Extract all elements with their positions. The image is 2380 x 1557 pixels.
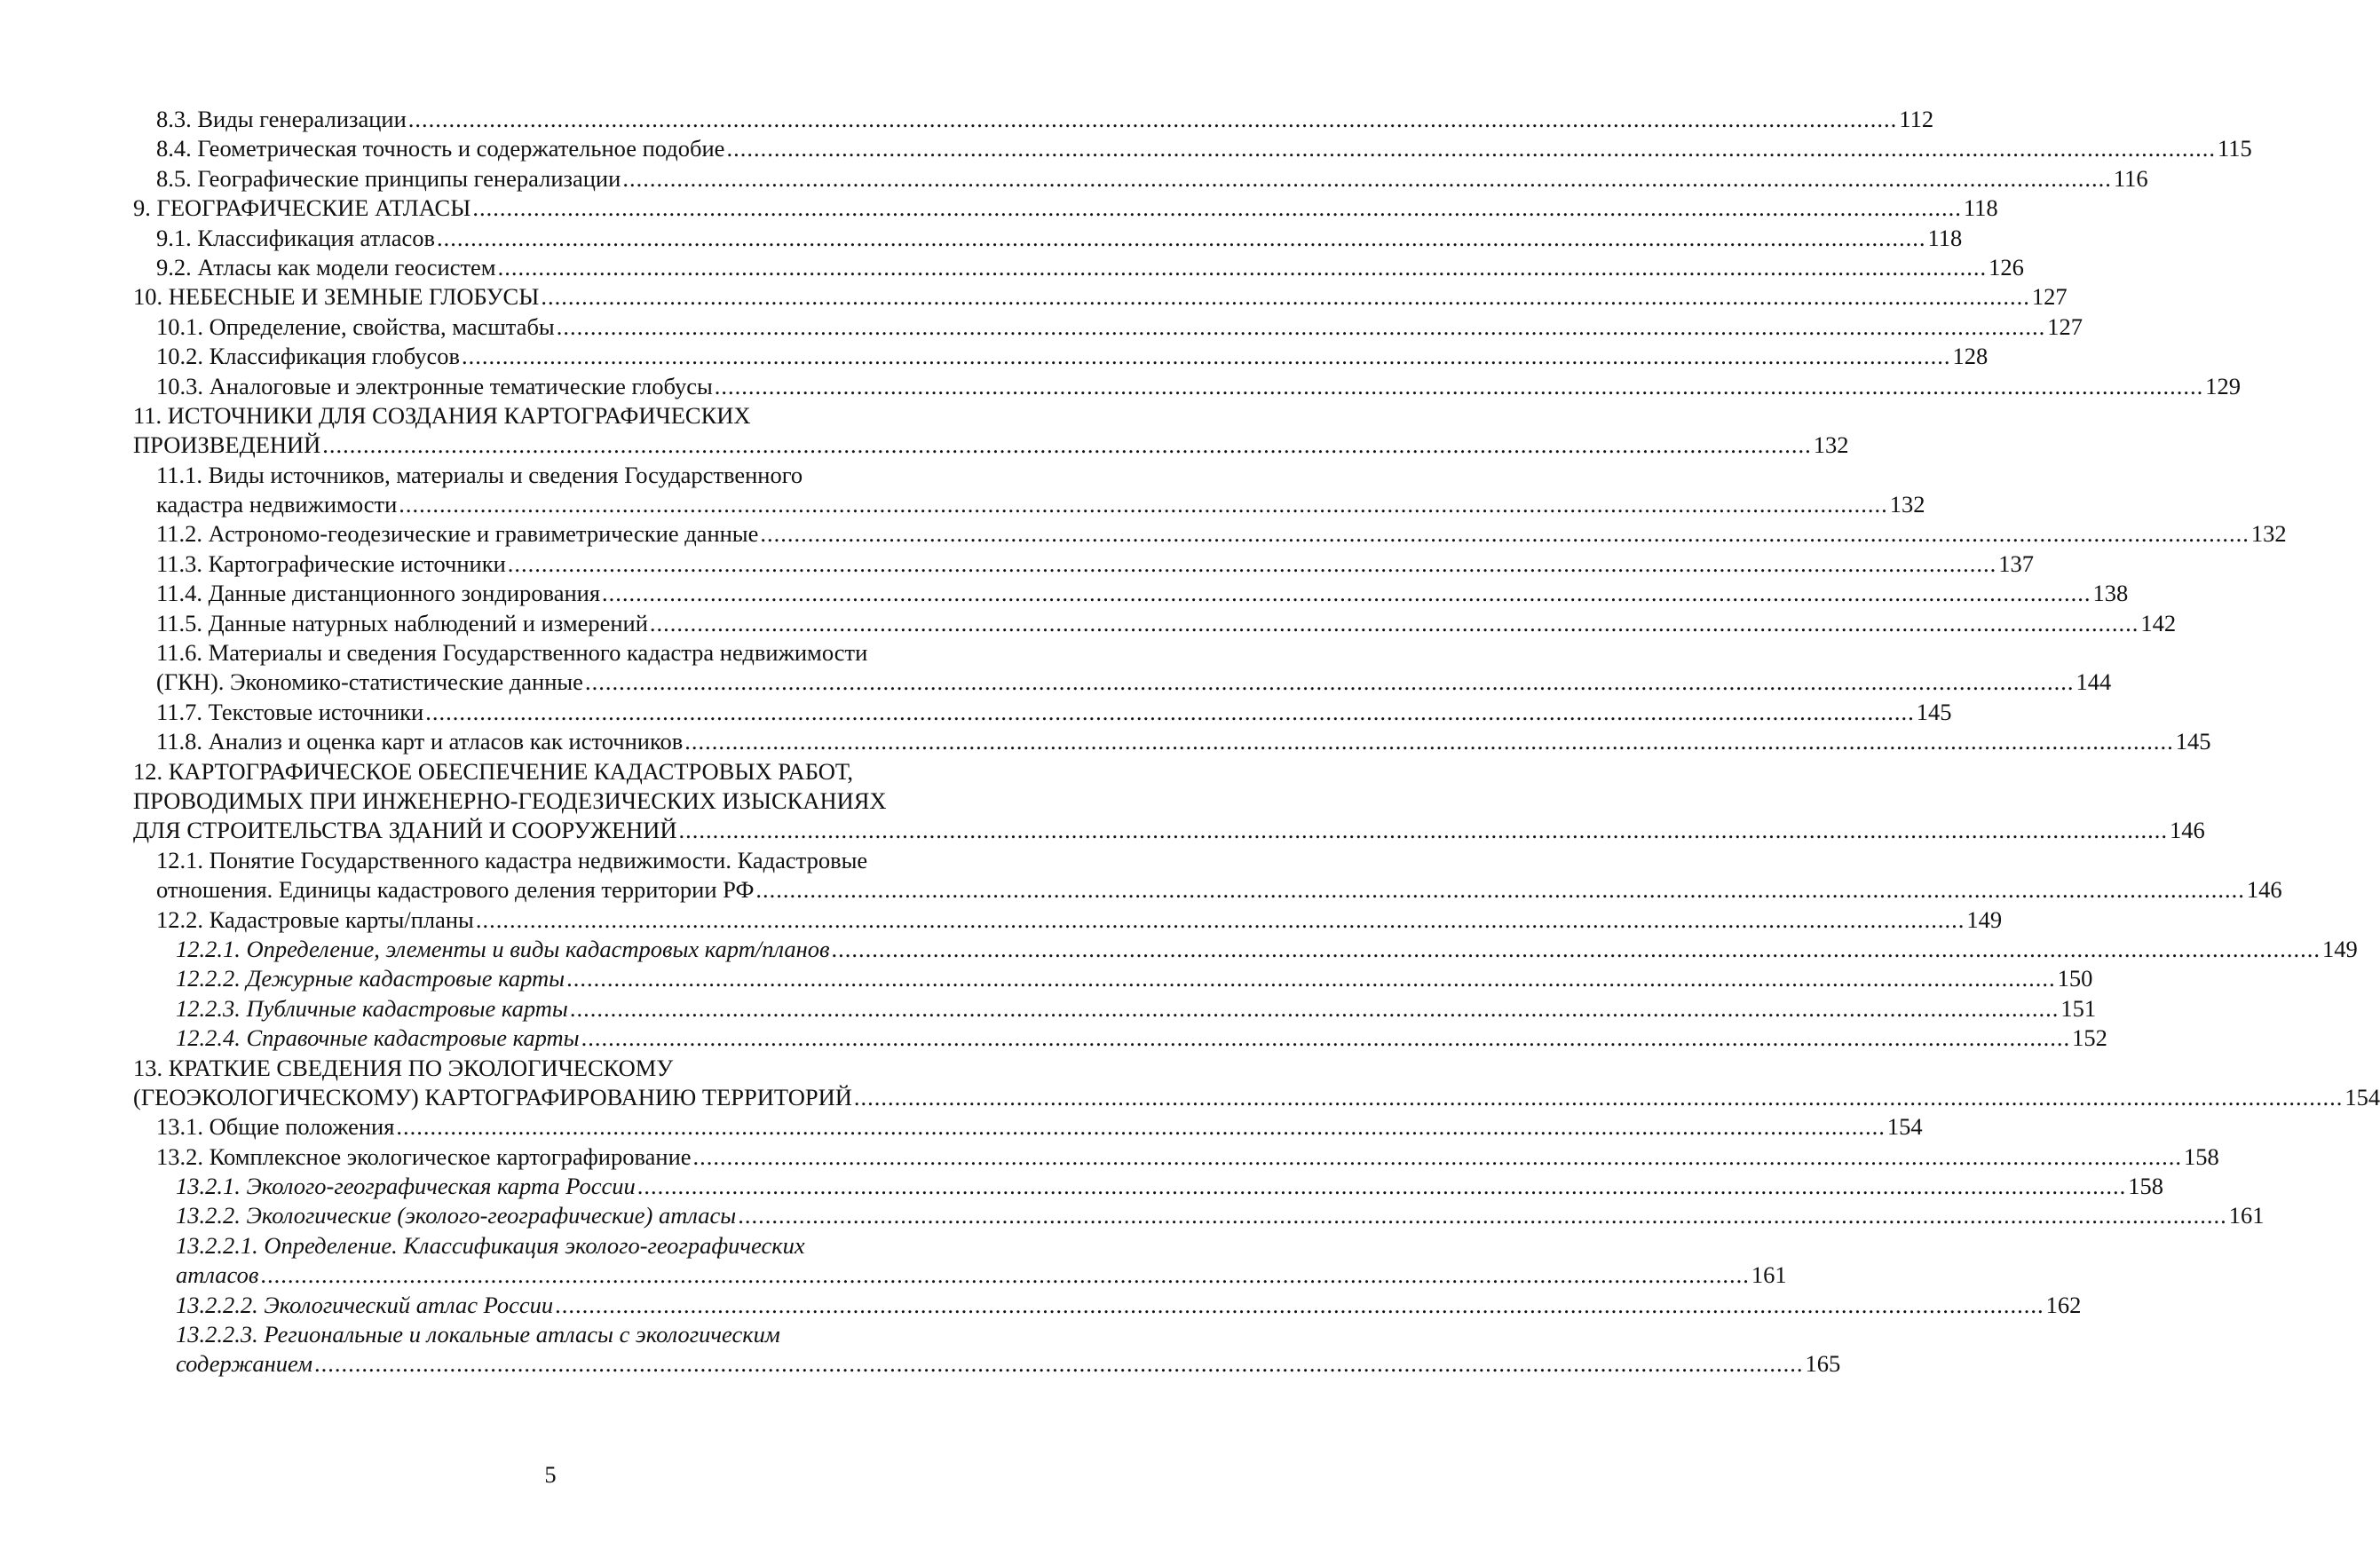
toc-entry-title: 8.5. Географические принципы генерализации (156, 164, 621, 192)
toc-page-number: 129 (2205, 372, 2242, 399)
toc-page-number: 118 (1927, 224, 1963, 251)
toc-leader-dots: ............................................................................................................................................................................................................................ (260, 1261, 1750, 1289)
toc-page-number: 150 (2057, 965, 2093, 992)
toc-leader-dots: ............................................................................................................................................................................................................................ (507, 549, 1997, 577)
toc-leader-dots: ............................................................................................................................................................................................................................ (314, 1350, 1804, 1378)
toc-entry-title: 12.1. Понятие Государственного кадастра недвижимости. Кадастровые (156, 846, 868, 873)
toc-page-number: 154 (2344, 1083, 2380, 1110)
toc-entry[interactable] (133, 1024, 2107, 1053)
toc-entry[interactable] (133, 1142, 2219, 1172)
toc-entry-title: ПРОИЗВЕДЕНИЙ (133, 431, 321, 459)
toc-entry[interactable] (133, 609, 2177, 638)
toc-entry[interactable] (133, 1320, 969, 1349)
toc-entry-title: 13.2.2.1. Определение. Классификация эколого-географических (176, 1231, 805, 1259)
page-number: 5 (544, 1461, 557, 1488)
toc-entry[interactable] (133, 342, 1989, 371)
toc-page-number: 158 (2184, 1142, 2219, 1170)
toc-entry-title: 12.2.1. Определение, элементы и виды кадастровых карт/планов (176, 935, 830, 962)
toc-entry-title: 11.1. Виды источников, материалы и сведения Государственного (156, 461, 803, 488)
toc-entry[interactable] (133, 1231, 969, 1261)
toc-entry-title: 9. ГЕОГРАФИЧЕСКИЕ АТЛАСЫ (133, 194, 471, 222)
toc-entry-title: 13. КРАТКИЕ СВЕДЕНИЯ ПО ЭКОЛОГИЧЕСКОМУ (133, 1054, 674, 1081)
toc-entry[interactable] (133, 1349, 1841, 1379)
toc-page-number: 165 (1805, 1350, 1841, 1378)
toc-entry[interactable] (133, 846, 969, 875)
toc-leader-dots: ............................................................................................................................................................................................................................ (581, 1024, 2071, 1052)
toc-leader-dots: ............................................................................................................................................................................................................................ (678, 817, 2169, 844)
toc-leader-dots: ............................................................................................................................................................................................................................ (425, 698, 1915, 725)
toc-entry[interactable] (133, 461, 969, 490)
toc-leader-dots: ............................................................................................................................................................................................................................ (760, 520, 2250, 548)
toc-entry[interactable] (133, 1083, 2380, 1112)
toc-page-number: 132 (1813, 431, 1849, 459)
toc-leader-dots: ............................................................................................................................................................................................................................ (692, 1142, 2183, 1170)
toc-entry-title: 10.2. Классификация глобусов (156, 343, 461, 370)
toc-page-number: 142 (2140, 609, 2177, 636)
toc-leader-dots: ............................................................................................................................................................................................................................ (714, 372, 2204, 399)
toc-entry[interactable] (133, 1201, 2265, 1230)
toc-leader-dots: ............................................................................................................................................................................................................................ (556, 312, 2046, 340)
toc-entry-title: 13.2.2. Экологические (эколого-географические) атласы (176, 1202, 737, 1229)
toc-entry-title: 11.3. Картографические источники (156, 549, 506, 577)
toc-entry-title: 8.4. Геометрическая точность и содержательное подобие (156, 135, 725, 162)
toc-entry[interactable] (133, 698, 1952, 727)
toc-entry[interactable] (133, 1291, 2082, 1320)
toc-page-number: 118 (1963, 194, 1998, 222)
toc-entry-title: 11.7. Текстовые источники (156, 698, 424, 725)
toc-leader-dots: ............................................................................................................................................................................................................................ (755, 876, 2245, 904)
toc-entry-title: 11. ИСТОЧНИКИ ДЛЯ СОЗДАНИЯ КАРТОГРАФИЧЕСКИХ (133, 401, 751, 429)
toc-leader-dots: ............................................................................................................................................................................................................................ (569, 994, 2060, 1022)
toc-leader-dots: ............................................................................................................................................................................................................................ (738, 1202, 2227, 1229)
toc-page-number: 138 (2092, 580, 2129, 607)
toc-page-number: 152 (2072, 1024, 2107, 1052)
toc-page-number: 162 (2045, 1291, 2082, 1318)
toc-entry-title: 13.2.1. Эколого-географическая карта России (176, 1173, 636, 1200)
toc-entry-title: ДЛЯ СТРОИТЕЛЬСТВА ЗДАНИЙ И СООРУЖЕНИЙ (133, 817, 677, 844)
toc-entry-title: (ГКН). Экономико-статистические данные (156, 668, 583, 696)
toc-leader-dots: ............................................................................................................................................................................................................................ (853, 1083, 2344, 1110)
toc-leader-dots: ............................................................................................................................................................................................................................ (726, 135, 2216, 162)
toc-entry-title: 10.1. Определение, свойства, масштабы (156, 312, 555, 340)
toc-entry[interactable] (133, 579, 2129, 608)
toc-leader-dots: ............................................................................................................................................................................................................................ (831, 935, 2321, 962)
toc-entry-title: 9.1. Классификация атласов (156, 224, 436, 251)
toc-page-number: 146 (2246, 876, 2282, 904)
toc-page-number: 127 (2047, 312, 2083, 340)
toc-entry-title: ПРОВОДИМЫХ ПРИ ИНЖЕНЕРНО-ГЕОДЕЗИЧЕСКИХ ИЗЫСКАНИЯХ (133, 786, 887, 814)
toc-entry-title: 11.5. Данные натурных наблюдений и измерений (156, 609, 648, 636)
toc-page-number: 154 (1886, 1113, 1923, 1141)
toc-entry[interactable] (133, 638, 969, 668)
toc-entry[interactable] (133, 786, 969, 816)
toc-leader-dots: ............................................................................................................................................................................................................................ (637, 1173, 2127, 1200)
toc-page-number: 126 (1989, 253, 2024, 281)
toc-page-number: 146 (2170, 817, 2205, 844)
toc-entry-title: кадастра недвижимости (156, 491, 398, 518)
toc-page-number: 128 (1952, 343, 1989, 370)
toc-leader-dots: ............................................................................................................................................................................................................................ (584, 668, 2075, 696)
toc-entry-title: 8.3. Виды генерализации (156, 106, 407, 132)
toc-entry[interactable] (133, 105, 1934, 134)
toc-page-number: 137 (1998, 549, 2035, 577)
toc-entry[interactable] (133, 549, 2035, 579)
toc-entry[interactable] (133, 282, 2068, 312)
toc-entry-title: 11.6. Материалы и сведения Государственного кадастра недвижимости (156, 639, 868, 667)
toc-entry-title: 13.2. Комплексное экологическое картографирование (156, 1142, 692, 1170)
toc-entry[interactable] (133, 935, 2358, 964)
toc-page-number: 145 (2175, 728, 2211, 755)
toc-leader-dots: ............................................................................................................................................................................................................................ (497, 253, 1988, 281)
toc-entry-title: 12.2.3. Публичные кадастровые карты (176, 994, 568, 1022)
toc-leader-dots: ............................................................................................................................................................................................................................ (437, 224, 1926, 251)
toc-entry[interactable] (133, 964, 2093, 993)
toc-entry-title: 13.1. Общие положения (156, 1113, 395, 1141)
toc-page-number: 127 (2031, 283, 2068, 311)
toc-entry[interactable] (133, 431, 1849, 460)
toc-leader-dots: ............................................................................................................................................................................................................................ (622, 164, 2112, 192)
toc-leader-dots: ............................................................................................................................................................................................................................ (541, 283, 2030, 311)
toc-entry[interactable] (133, 875, 2282, 905)
toc-leader-dots: ............................................................................................................................................................................................................................ (407, 106, 1898, 132)
toc-entry[interactable] (133, 224, 1963, 253)
toc-entry[interactable] (133, 194, 1998, 223)
toc-leader-dots: ............................................................................................................................................................................................................................ (396, 1113, 1886, 1141)
toc-leader-dots: ............................................................................................................................................................................................................................ (555, 1291, 2044, 1318)
toc-page-number: 115 (2217, 135, 2252, 162)
toc-entry-title: 10.3. Аналоговые и электронные тематические глобусы (156, 372, 713, 399)
toc-entry-title: 12.2. Кадастровые карты/планы (156, 905, 474, 933)
toc-page-number: 132 (2250, 520, 2287, 548)
toc-page-number: 151 (2060, 994, 2097, 1022)
toc-entry[interactable] (133, 1112, 1923, 1142)
toc-leader-dots: ............................................................................................................................................................................................................................ (472, 194, 1962, 222)
toc-leader-dots: ............................................................................................................................................................................................................................ (684, 728, 2174, 755)
toc-entry-title: отношения. Единицы кадастрового деления территории РФ (156, 876, 755, 904)
toc-entry[interactable] (133, 164, 2148, 194)
toc-entry[interactable] (133, 519, 2287, 549)
toc-entry[interactable] (133, 312, 2083, 342)
toc-entry-title: атласов (176, 1261, 259, 1289)
toc-leader-dots: ............................................................................................................................................................................................................................ (322, 431, 1812, 459)
toc-entry-title: 12. КАРТОГРАФИЧЕСКОЕ ОБЕСПЕЧЕНИЕ КАДАСТРОВЫХ РАБОТ, (133, 757, 854, 785)
toc-entry-title: 13.2.2.2. Экологический атлас России (176, 1291, 554, 1318)
toc-entry[interactable] (133, 1261, 1787, 1290)
toc-entry[interactable] (133, 757, 969, 786)
toc-page-number: 145 (1916, 698, 1952, 725)
table-of-contents (133, 105, 2380, 1379)
toc-entry[interactable] (133, 372, 2242, 401)
toc-entry-title: 11.8. Анализ и оценка карт и атласов как источников (156, 728, 684, 755)
toc-page-number: 158 (2128, 1173, 2163, 1200)
toc-entry[interactable] (133, 668, 2112, 697)
toc-leader-dots: ............................................................................................................................................................................................................................ (399, 491, 1888, 518)
toc-page-number: 149 (2321, 935, 2358, 962)
toc-leader-dots: ............................................................................................................................................................................................................................ (566, 965, 2056, 992)
toc-leader-dots: ............................................................................................................................................................................................................................ (602, 580, 2091, 607)
toc-entry[interactable] (133, 490, 1925, 519)
toc-leader-dots: ............................................................................................................................................................................................................................ (649, 609, 2139, 636)
toc-leader-dots: ............................................................................................................................................................................................................................ (462, 343, 1951, 370)
toc-entry[interactable] (133, 1172, 2163, 1201)
toc-entry[interactable] (133, 401, 969, 431)
toc-entry[interactable] (133, 134, 2252, 163)
toc-page-number: 161 (2228, 1202, 2265, 1229)
toc-entry-title: 13.2.2.3. Региональные и локальные атласы с экологическим (176, 1321, 780, 1348)
toc-entry-title: содержанием (176, 1350, 313, 1378)
toc-entry-title: 12.2.4. Справочные кадастровые карты (176, 1024, 580, 1052)
toc-page-number: 116 (2113, 164, 2148, 192)
toc-entry[interactable] (133, 905, 2003, 935)
toc-entry-title: 11.4. Данные дистанционного зондирования (156, 580, 601, 607)
toc-entry[interactable] (133, 994, 2097, 1024)
toc-entry[interactable] (133, 1054, 969, 1083)
toc-page-number: 112 (1899, 106, 1934, 132)
toc-page-number: 161 (1751, 1261, 1787, 1289)
toc-entry[interactable] (133, 727, 2211, 756)
toc-page-number: 149 (1966, 905, 2003, 933)
toc-entry[interactable] (133, 816, 2205, 845)
toc-entry-title: 9.2. Атласы как модели геосистем (156, 253, 496, 281)
toc-leader-dots: ............................................................................................................................................................................................................................ (475, 905, 1965, 933)
toc-entry-title: 12.2.2. Дежурные кадастровые карты (176, 965, 565, 992)
toc-entry[interactable] (133, 253, 2024, 282)
toc-page-number: 132 (1889, 491, 1925, 518)
toc-entry-title: (ГЕОЭКОЛОГИЧЕСКОМУ) КАРТОГРАФИРОВАНИЮ ТЕРРИТОРИЙ (133, 1083, 852, 1110)
toc-page-number: 144 (2076, 668, 2112, 696)
toc-entry-title: 11.2. Астрономо-геодезические и гравиметрические данные (156, 520, 759, 548)
toc-entry-title: 10. НЕБЕСНЫЕ И ЗЕМНЫЕ ГЛОБУСЫ (133, 283, 540, 311)
